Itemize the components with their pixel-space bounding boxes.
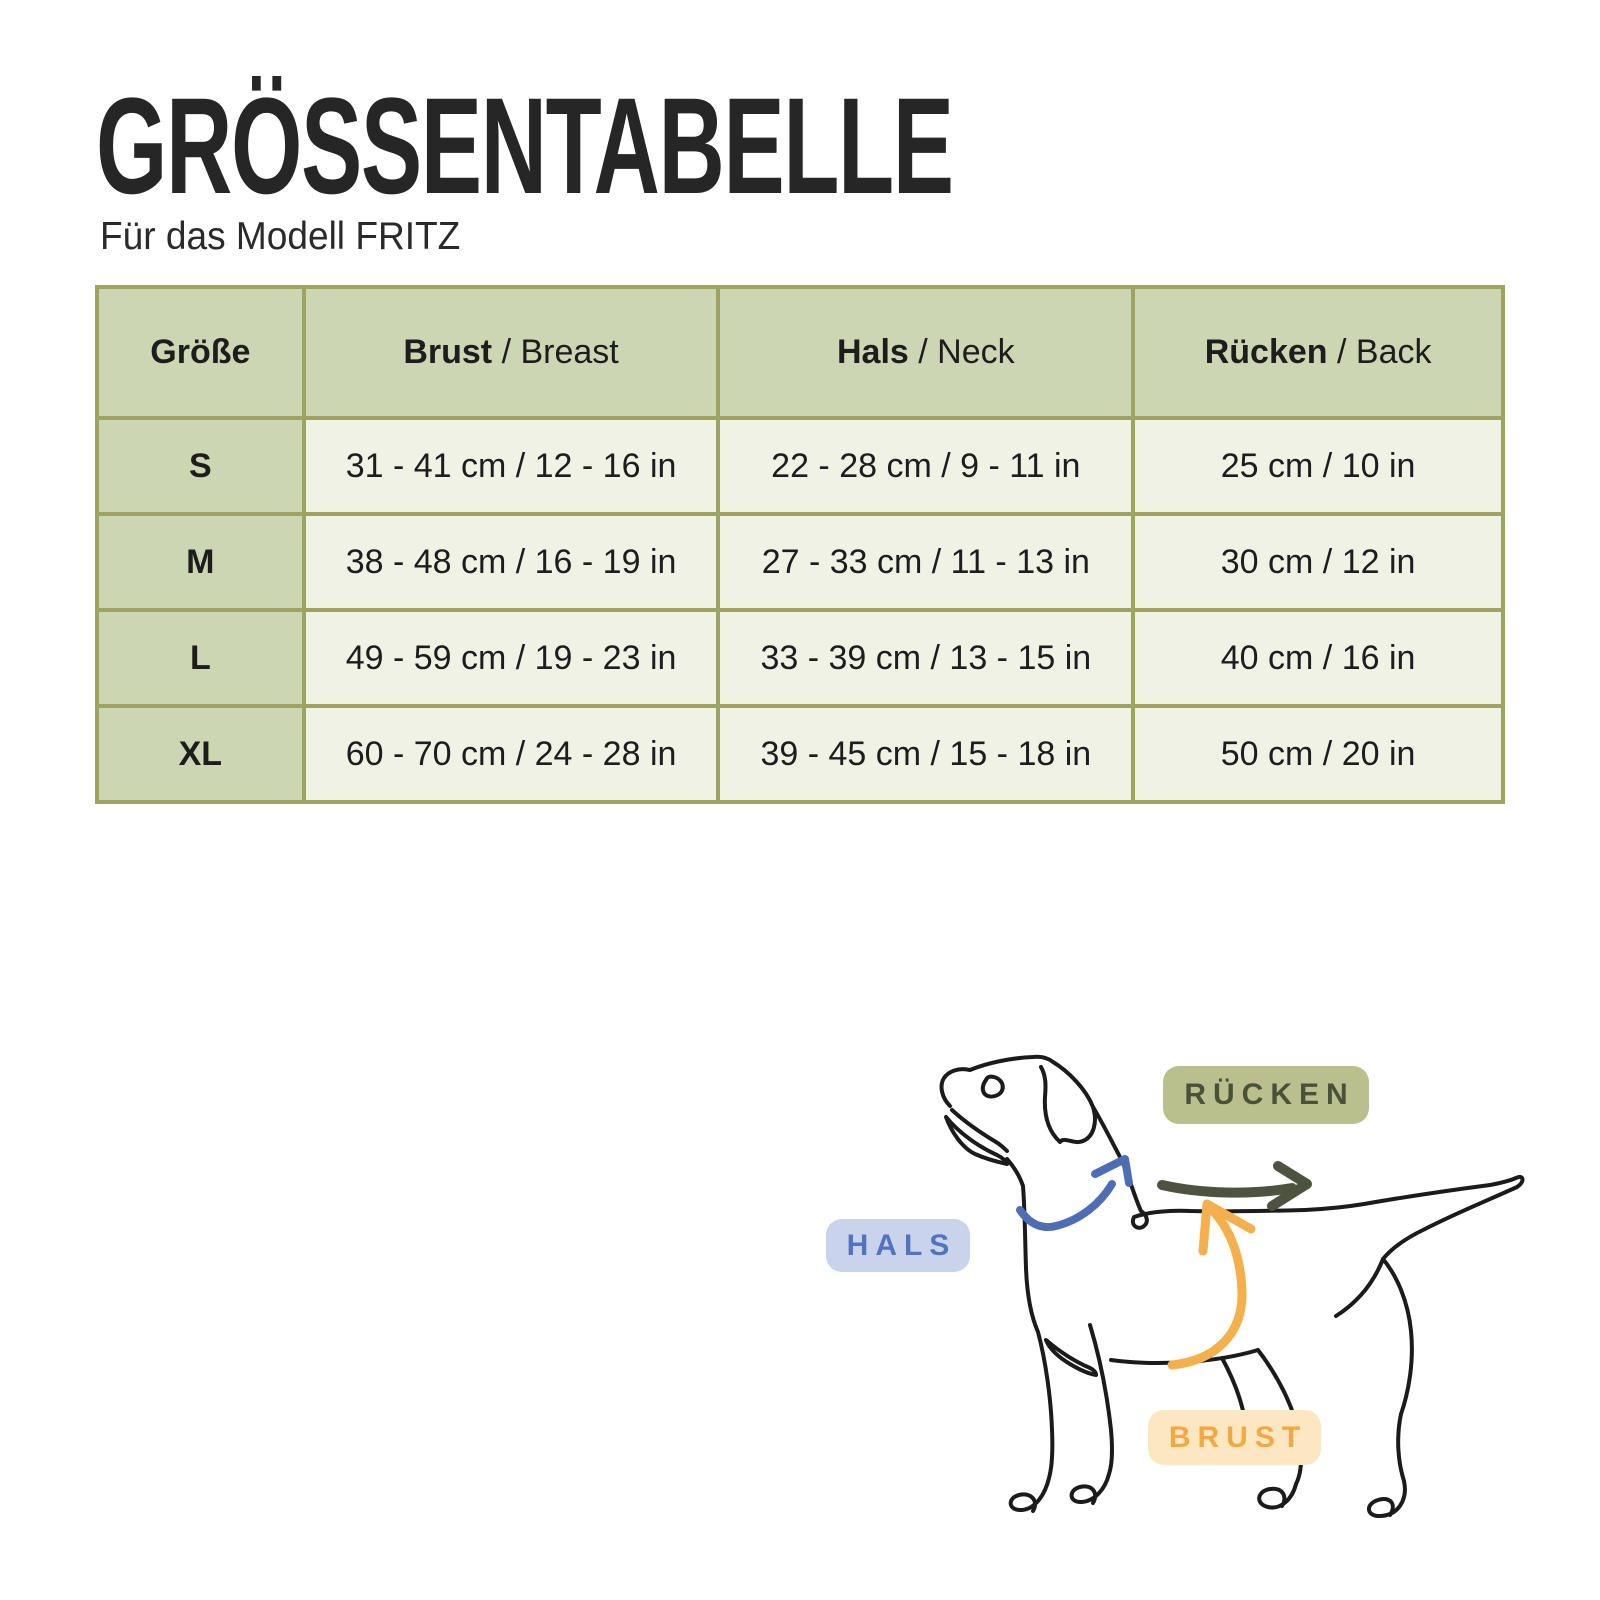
page-title: GRÖSSENTABELLE [96,70,953,223]
dog-line-art [790,1010,1550,1590]
hals-value: 22 - 28 cm / 9 - 11 in [718,418,1133,514]
ruecken-value: 30 cm / 12 in [1133,514,1503,610]
brust-value: 38 - 48 cm / 16 - 19 in [304,514,719,610]
ruecken-value: 25 cm / 10 in [1133,418,1503,514]
column-header-hals: Hals / Neck [718,287,1133,418]
table-row [97,706,1503,802]
brust-value: 49 - 59 cm / 19 - 23 in [304,610,719,706]
ruecken-value: 50 cm / 20 in [1133,706,1503,802]
neck-measure-arrow [1020,1159,1129,1227]
ruecken-label-badge: RÜCKEN [1163,1066,1369,1124]
ruecken-value: 40 cm / 16 in [1133,610,1503,706]
size-label: M [97,514,304,610]
hals-value: 39 - 45 cm / 15 - 18 in [718,706,1133,802]
column-header-ruecken: Rücken / Back [1133,287,1503,418]
column-header-groesse: Größe [97,287,304,418]
table-row [97,610,1503,706]
table-row [97,514,1503,610]
chest-measure-arrow [1172,1204,1251,1365]
page-subtitle: Für das Modell FRITZ [100,215,461,258]
size-label: L [97,610,304,706]
hals-value: 33 - 39 cm / 13 - 15 in [718,610,1133,706]
brust-value: 60 - 70 cm / 24 - 28 in [304,706,719,802]
dog-outline [942,1057,1523,1516]
size-table [95,285,1505,804]
size-label: XL [97,706,304,802]
hals-value: 27 - 33 cm / 11 - 13 in [718,514,1133,610]
brust-value: 31 - 41 cm / 12 - 16 in [304,418,719,514]
table-header-row [97,287,1503,418]
size-label: S [97,418,304,514]
hals-label-badge: HALS [826,1219,970,1272]
back-measure-arrow [1162,1166,1307,1206]
brust-label-badge: BRUST [1148,1410,1321,1465]
column-header-brust: Brust / Breast [304,287,719,418]
table-row [97,418,1503,514]
